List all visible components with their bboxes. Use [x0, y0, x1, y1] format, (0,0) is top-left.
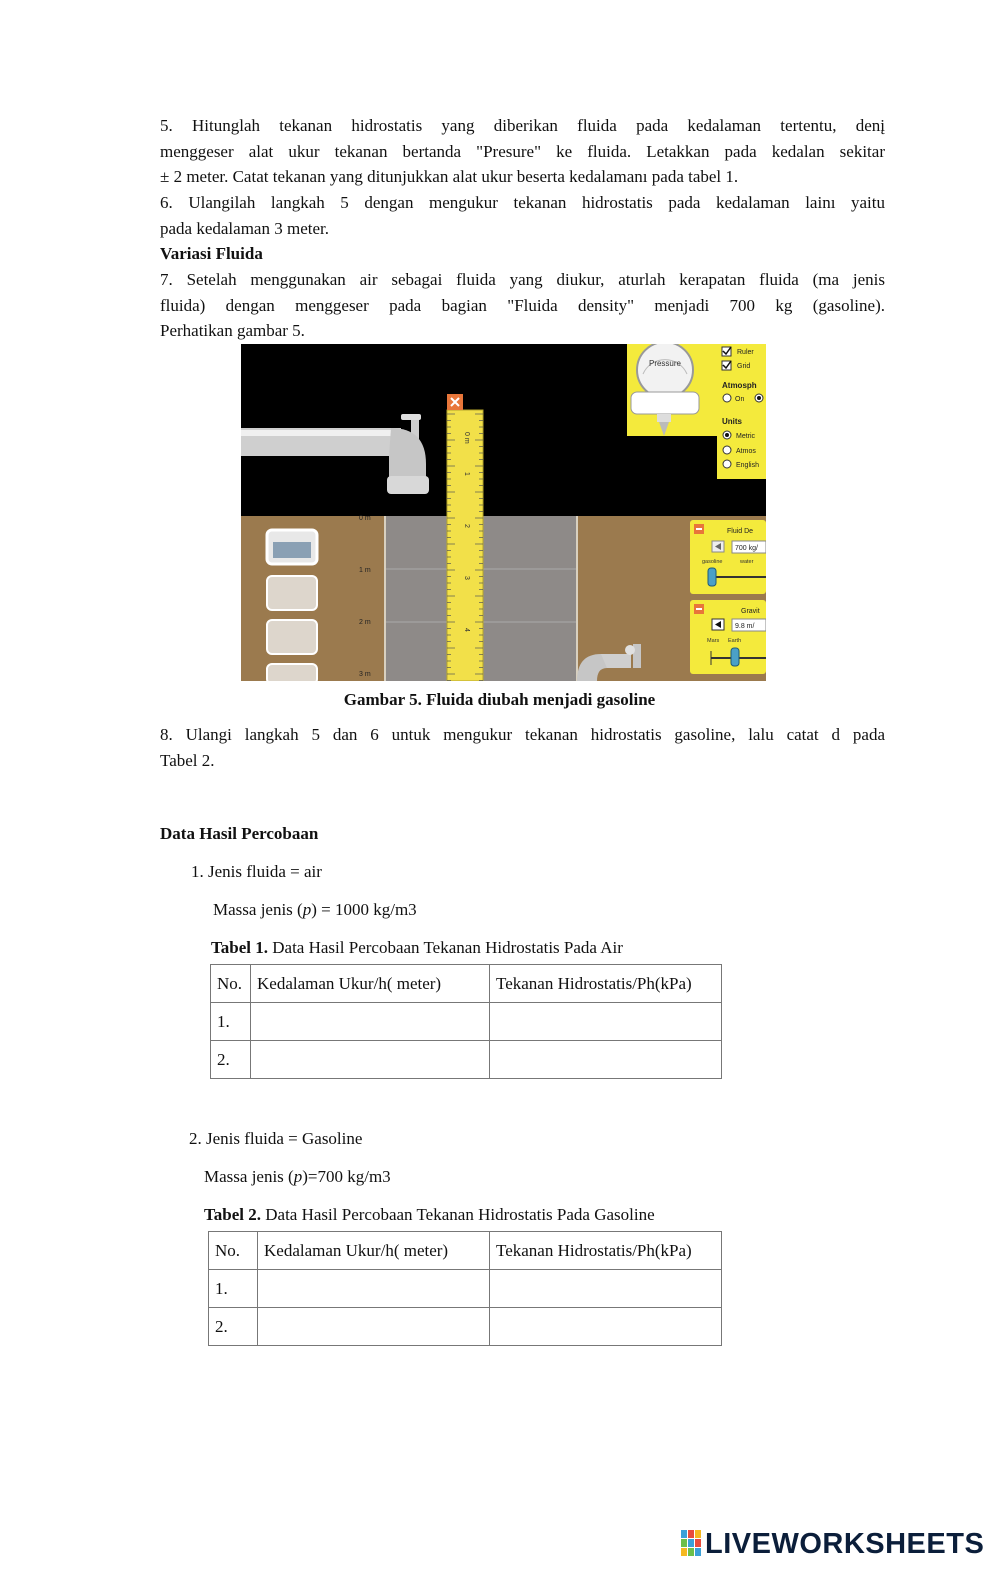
units-english-radio[interactable] — [723, 460, 731, 468]
header-pressure: Tekanan Hidrostatis/Ph(kPa) — [490, 965, 722, 1003]
step-8-line-1: 8. Ulangi langkah 5 dan 6 untuk mengukur tekanan hidrostatis gasoline, lalu catat d pada — [160, 725, 885, 744]
fluid-scale-gasoline: gasoline — [702, 559, 723, 565]
liveworksheets-logo-icon — [681, 1530, 701, 1556]
pool-type-button[interactable] — [267, 620, 317, 654]
pressure-cell[interactable] — [490, 1003, 722, 1041]
header-pressure: Tekanan Hidrostatis/Ph(kPa) — [490, 1232, 722, 1270]
table-header-row — [209, 1232, 722, 1270]
depth-label-2: 2 m — [359, 619, 371, 626]
ruler-checkbox-label: Ruler — [737, 349, 754, 356]
atmosphere-label: Atmosph — [722, 381, 757, 390]
step-5-line-3: ± 2 meter. Catat tekanan yang ditunjukkan alat ukur beserta kedalamanı pada tabel 1. — [160, 167, 739, 186]
fluid-1-density — [213, 900, 417, 920]
ruler-label-4: 4 — [463, 628, 470, 632]
ruler-label-2: 2 — [463, 524, 470, 528]
grid-checkbox-label: Grid — [737, 363, 751, 370]
close-icon[interactable] — [447, 394, 463, 410]
ruler-label-3: 3 — [463, 576, 470, 580]
fluid-density-slider-thumb[interactable] — [708, 568, 716, 586]
header-no: No. — [209, 1232, 258, 1270]
density-prefix: Massa jenis ( — [204, 1167, 294, 1186]
table-2-label: Tabel 2. — [204, 1205, 262, 1224]
row-number: 2. — [209, 1308, 258, 1346]
table-header-row — [211, 965, 722, 1003]
fluid-1-title: 1. Jenis fluida = air — [191, 862, 322, 881]
fluid-2-density — [204, 1167, 391, 1187]
figure-caption: Gambar 5. Fluida diubah menjadi gasoline — [343, 690, 656, 709]
table-1 — [210, 964, 722, 1079]
pressure-cell[interactable] — [490, 1308, 722, 1346]
table-1-label: Tabel 1. — [211, 938, 269, 957]
atmosphere-on-label: On — [735, 396, 745, 403]
pressure-cell[interactable] — [490, 1270, 722, 1308]
pressure-cell[interactable] — [490, 1041, 722, 1079]
gravity-scale-earth: Earth — [728, 638, 742, 644]
depth-cell[interactable] — [258, 1270, 490, 1308]
gravity-slider-thumb[interactable] — [731, 648, 739, 666]
header-no: No. — [211, 965, 251, 1003]
header-depth: Kedalaman Ukur/h( meter) — [251, 965, 490, 1003]
fluid-2-title: 2. Jenis fluida = Gasoline — [189, 1129, 363, 1148]
pool-type-button[interactable] — [267, 576, 317, 610]
row-number: 2. — [211, 1041, 251, 1079]
step-5-line-1: 5. Hitunglah tekanan hidrostatis yang diberikan fluida pada kedalaman tertentu, denį — [160, 116, 885, 135]
step-7-paragraph — [160, 267, 885, 344]
table-2 — [208, 1231, 722, 1346]
table-2-title: Data Hasil Percobaan Tekanan Hidrostatis Pada Gasoline — [261, 1205, 655, 1224]
depth-label-0: 0 m — [359, 515, 371, 522]
ruler[interactable] — [447, 410, 483, 681]
header-depth: Kedalaman Ukur/h( meter) — [258, 1232, 490, 1270]
step-8-line-2: Tabel 2. — [160, 750, 215, 770]
ruler-label-0: 0 m — [463, 432, 470, 444]
table-row — [209, 1308, 722, 1346]
depth-label-1: 1 m — [359, 567, 371, 574]
fluid-pressure-simulation-figure — [241, 344, 766, 681]
fluid-density-value: 700 kg/ — [735, 545, 758, 552]
density-suffix: ) = 1000 kg/m3 — [311, 900, 417, 919]
step-8-paragraph — [160, 722, 885, 773]
step-5-paragraph — [160, 113, 885, 190]
depth-cell[interactable] — [258, 1308, 490, 1346]
fluid-density-label: Fluid De — [727, 528, 754, 535]
table-1-caption — [211, 938, 623, 958]
liveworksheets-logo-text: LIVEWORKSHEETS — [705, 1528, 985, 1560]
depth-label-3: 3 m — [359, 671, 371, 678]
step-7-line-1: 7. Setelah menggunakan air sebagai fluida yang diukur, aturlah kerapatan fluida (ma jenis — [160, 270, 885, 289]
table-row — [211, 1003, 722, 1041]
depth-cell[interactable] — [251, 1003, 490, 1041]
density-symbol: p — [302, 900, 312, 919]
density-prefix: Massa jenis ( — [213, 900, 303, 919]
density-suffix: )=700 kg/m3 — [302, 1167, 391, 1186]
step-7-line-3: Perhatikan gambar 5. — [160, 321, 305, 340]
units-label: Units — [722, 417, 742, 426]
table-1-title: Data Hasil Percobaan Tekanan Hidrostatis Pada Air — [268, 938, 623, 957]
variation-heading: Variasi Fluida — [160, 244, 263, 263]
atmosphere-on-radio[interactable] — [723, 394, 731, 402]
step-5-line-2: menggeser alat ukur tekanan bertanda "Presure" ke fluida. Letakkan pada kedalan sekitar — [160, 141, 885, 161]
step-6-line-2: pada kedalaman 3 meter. — [160, 218, 329, 238]
row-number: 1. — [209, 1270, 258, 1308]
units-metric-label: Metric — [736, 433, 756, 440]
depth-cell[interactable] — [251, 1041, 490, 1079]
step-7-line-2: fluida) dengan menggeser pada bagian "Fluida density" menjadi 700 kg (gasoline). — [160, 295, 885, 315]
table-row — [209, 1270, 722, 1308]
step-6-line-1: 6. Ulangilah langkah 5 dengan mengukur tekanan hidrostatis pada kedalaman lainı yaitu — [160, 193, 885, 212]
units-atmos-label: Atmos — [736, 448, 756, 455]
row-number: 1. — [211, 1003, 251, 1041]
table-2-caption — [204, 1205, 655, 1225]
units-atmos-radio[interactable] — [723, 446, 731, 454]
fluid-scale-water: water — [740, 559, 754, 565]
liveworksheets-logo — [681, 1528, 984, 1561]
pressure-label: Pressure — [648, 359, 682, 368]
results-heading: Data Hasil Percobaan — [160, 824, 319, 843]
pool-type-button[interactable] — [267, 664, 317, 681]
units-english-label: English — [736, 462, 759, 469]
table-row — [211, 1041, 722, 1079]
gravity-label: Gravit — [741, 608, 760, 615]
gravity-scale-mars: Mars — [707, 638, 720, 644]
gravity-value: 9.8 m/ — [735, 623, 755, 630]
density-symbol: p — [293, 1167, 303, 1186]
step-6-paragraph — [160, 190, 885, 241]
ruler-label-1: 1 — [463, 472, 470, 476]
